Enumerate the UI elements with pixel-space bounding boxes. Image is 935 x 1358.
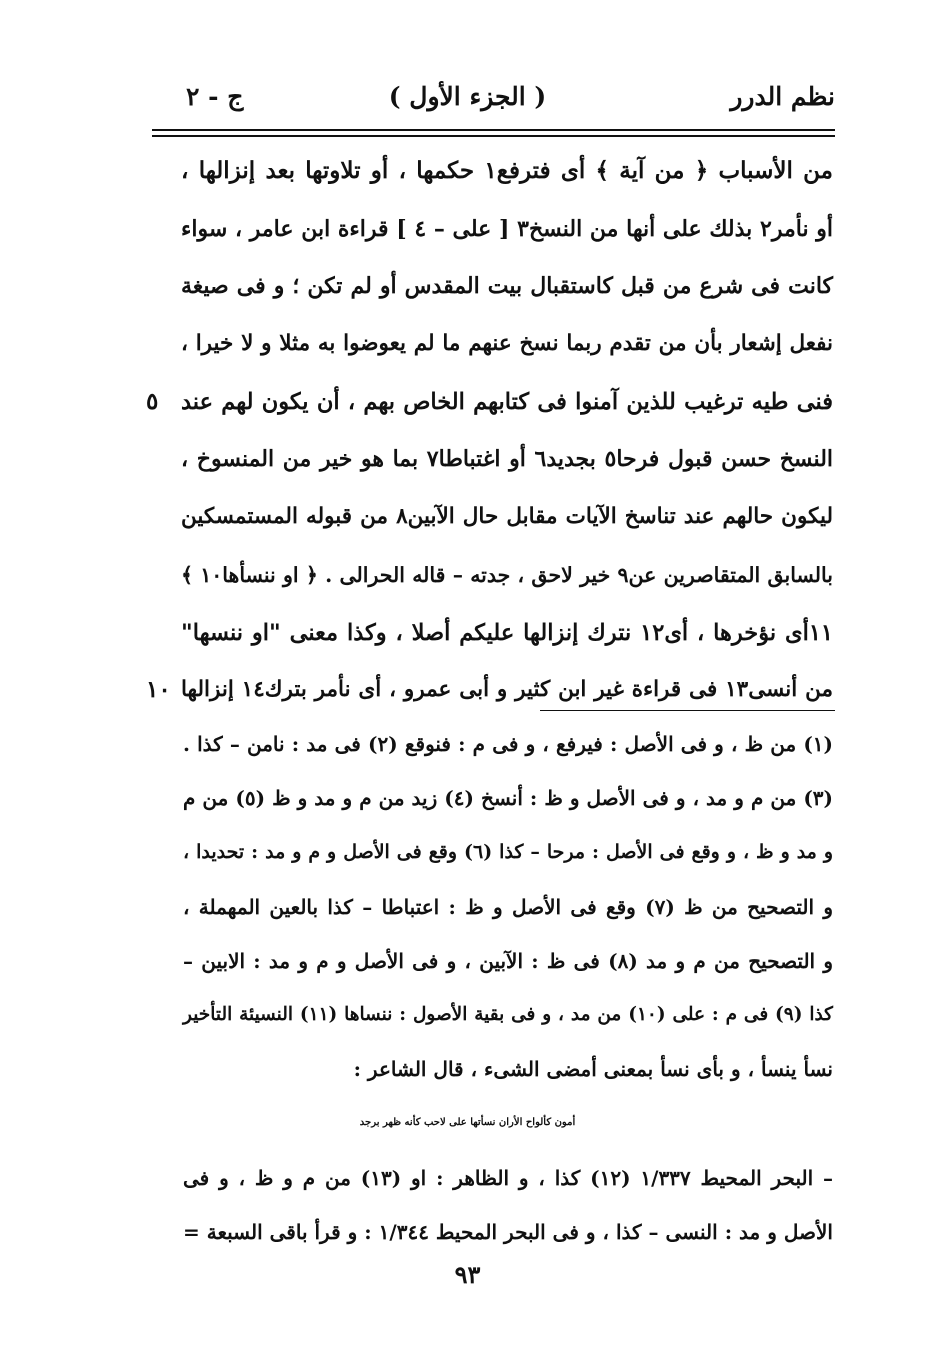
text-line	[0, 491, 935, 549]
footnote-text: (٣) من م و مد ، و فى الأصل و ظ : أنسخ (٤) زيد من م و مد و ظ (٥) من م	[183, 786, 834, 811]
main-text	[0, 145, 935, 722]
footnote-line	[0, 772, 935, 826]
text-line-content: أو نأمر٢ بذلك على أنها من النسخ٣ [ على – ٤ ] قراءة ابن عامر ، سواء	[181, 215, 833, 242]
text-line	[0, 549, 935, 607]
footnote-text: (١) من ظ ، و فى الأصل : فيرفع ، و فى م : فنوقع (٢) فى مد : نامن – كذا .	[183, 732, 834, 756]
text-line	[0, 607, 935, 665]
line-number: ٥	[146, 387, 159, 415]
text-line	[0, 376, 935, 434]
header-rule-second	[152, 135, 835, 137]
header-rule	[152, 129, 835, 131]
footnote-line	[0, 1097, 935, 1151]
text-line	[0, 260, 935, 318]
text-line	[0, 203, 935, 261]
text-line-content: ليكون حالهم عند تناسخ الآيات مقابل حال الآبين٨ من قبوله المستمسكين	[181, 504, 833, 530]
footnote-text: و التصحيح من ظ (٧) وقع فى الأصل و ظ : اعتباطا – كذا بالعين المهملة ،	[183, 894, 833, 919]
text-line-content: من الأسباب ﴿ من آية ﴾ أى فترفع١ حكمها ، أو تلاوتها بعد إنزالها ،	[181, 157, 833, 184]
footnote-line	[0, 718, 935, 772]
book-title: نظم الدرر	[730, 82, 835, 111]
footnote-line	[0, 989, 935, 1043]
text-line	[0, 145, 935, 203]
footnote-text: نسأ ينسأ ، و بأى نسأ بمعنى أمضى الشىء ، قال الشاعر :	[353, 1057, 833, 1082]
footnote-line	[0, 1152, 935, 1206]
footnote-line	[0, 881, 935, 935]
text-line	[0, 664, 935, 722]
text-line-content: كانت فى شرع من قبل كاستقبال بيت المقدس أو لم تكن ؛ و فى صيغة	[181, 273, 833, 300]
footnote-line	[0, 1206, 935, 1260]
footnote-separator	[540, 710, 835, 711]
footnote-text: و التصحيح من م و مد (٨) فى ظ : الآبين ، و فى الأصل و م و مد : الابين –	[183, 948, 833, 973]
text-line-content: فنى طيه ترغيب للذين آمنوا فى كتابهم الخاص بهم ، أن يكون لهم عند	[181, 388, 833, 415]
footnotes	[0, 718, 935, 1260]
footnote-text: – البحر المحيط ١/٣٣٧ (١٢) كذا ، و الظاهر : او (١٣) من م و ظ ، و فى	[183, 1165, 833, 1190]
text-line-content: نفعل إشعار بأن من تقدم ربما نسخ عنهم ما لم يعوضوا به مثلا و لا خيرا ،	[181, 331, 833, 357]
text-line	[0, 318, 935, 376]
footnote-line	[0, 1043, 935, 1097]
text-line-content: بالسابق المتقاصرين عن٩ خير لاحق ، جدته – قاله الحرالى . ﴿ او ننسأها١٠ ﴾	[181, 562, 833, 587]
footnote-line	[0, 935, 935, 989]
footnote-text: و مد و ظ ، و وقع فى الأصل : مرحا – كذا (٦) وقع فى الأصل و م و مد : تحديدا ،	[183, 841, 833, 864]
part-title: ( الجزء الأول )	[388, 82, 547, 111]
text-line-content: ١١أى نؤخرها ، أى١٢ نترك إنزالها عليكم أصلا ، وكذا معنى "او ننسها"	[181, 619, 833, 646]
text-line-content: من أنسى١٣ فى قراءة غير ابن كثير و أبى عمرو ، أى نأمر بترك١٤ إنزالها	[181, 677, 833, 703]
footnote-text: كذا (٩) فى م : على (١٠) من مد ، و فى بقية الأصول : ننساها (١١) النسيئة التأخير	[183, 1003, 833, 1025]
text-line	[0, 433, 935, 491]
page-number: ٩٣	[454, 1260, 481, 1289]
footnote-line	[0, 826, 935, 880]
poetry-verse: أمون كألواح الأران نسأتها على لاحب كأنه ظهر برجد	[359, 1117, 576, 1129]
text-line-content: النسخ حسن قبول فرحا٥ بجديد٦ أو اغتباطا٧ بما هو خير من المنسوخ ،	[181, 446, 834, 473]
volume-label: ج - ٢	[186, 82, 244, 111]
line-number: ١٠	[146, 676, 171, 704]
footnote-text: الأصل و مد : النسى – كذا ، و فى البحر المحيط ١/٣٤٤ : و قرأ باقى السبعة =	[183, 1219, 833, 1244]
